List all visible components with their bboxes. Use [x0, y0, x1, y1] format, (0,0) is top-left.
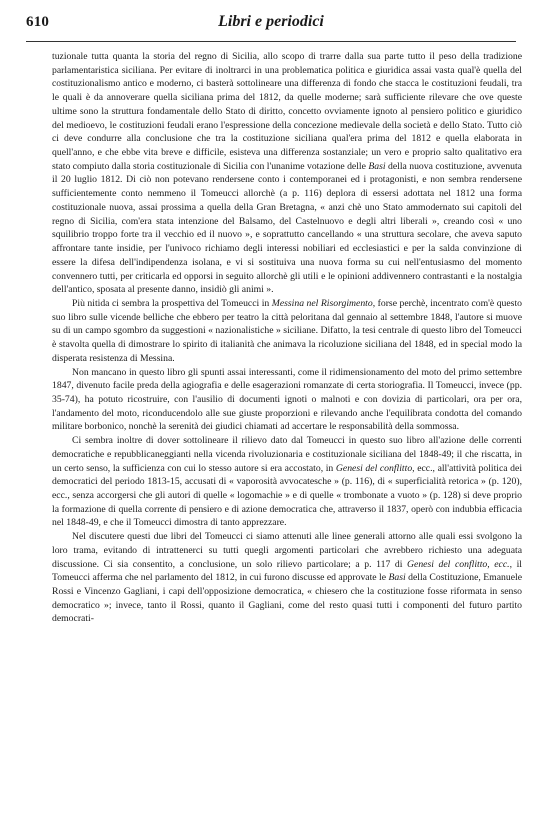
body-text: [52, 50, 522, 626]
paragraph: [52, 434, 522, 530]
italic-title: Genesi del conflitto, ecc.: [407, 558, 510, 570]
text-run: Ci sembra inoltre di dover sottolineare il rilievo dato dal Tomeucci in questo suo libro all'azione delle correnti democratiche e repubblicaneggianti nella vicenda rivoluzionaria e costituzionale siciliana del 1848-49; il che riscatta, in un certo senso, la sufficienza con cui lo stesso autore si era accostato, in: [52, 435, 522, 474]
page-number: 610: [26, 14, 50, 30]
paragraph: [52, 366, 522, 435]
paragraph: [52, 297, 522, 366]
running-head: [26, 12, 516, 34]
paragraph: [52, 530, 522, 626]
italic-title: Basi: [388, 572, 406, 584]
text-run: Più nitida ci sembra la prospettiva del Tomeucci in: [72, 297, 272, 309]
text-run: tuzionale tutta quanta la storia del regno di Sicilia, allo scopo di trarre dalla sua parte tutto il peso della tradizione parlamentaristica siciliana. Per evitare di inoltrarci in una problematica politica e giuridica assai vasta qual'è quella del costituzionalismo antico e moderno, ci basterà sottolineare una differenza di fondo che stacca le costituzioni feudali, tra le quali è da annoverare quella siciliana prima del 1812, da quelle moderne; sarà sufficiente rilevare che ove queste ultime sono la struttura fondamentale dello Stato di diritto, concetto ovviamente ignoto al pensiero politico e giuridico del medioevo, le costituzioni feudali erano l'espressione della concezione medievale della società e dello Stato. Tutto ciò ci deve condurre alla conclusione che tra la costituzione siciliana qual'era prima del 1812 e quella elaborata in quell'anno, e che ebbe vita breve e difficile, esisteva una differenza sostanziale; un vero e proprio salto qualitativo era stato compiuto dalla storia costituzionale di Sicilia con l'unanime votazione delle: [52, 51, 522, 172]
text-run: della nuova costituzione, avvenuta il 20 luglio 1812. Di ciò non potevano rendersene conto i contemporanei ed i protagonisti, e non sembra rendersene sufficientemente conto nemmeno il Tomeucci allorchè (a p. 116) deplora di essersi adottata nel 1812 una forma costituzionale nuova, assai prossima a quella della Gran Bretagna, « anzi chè uno Stato ammodernato sui capitoli del regno di Sicilia, com'era stata intenzione del Balsamo, del Castelnuovo e degli altri liberali », creando così « uno squilibrio troppo forte tra il vecchio ed il nuovo », e soprattutto cancellando « una struttura secolare, che aveva saputo affrontare tante insidie, per l'univoco richiamo degli interessi nobiliari ed ecclesiastici e per la salda convinzione di essere la difesa dell'indipendenza isolana, e vi si sostituiva una nuova forma su cui nell'entusiasmo del momento convennero tutti, per criticarla ed opporsi in seguito allorchè gli utili e le opinioni addivennero contrastanti e la nostalgia dell'antico, sposata al presente danno, insidiò gli animi ».: [52, 160, 522, 296]
text-run: Non mancano in questo libro gli spunti assai interessanti, come il ridimensionamento del moto del primo settembre 1847, divenuto facile preda della agiografia e delle esagerazioni romanzate di certa storiografia. Il Tomeucci, invece (pp. 35-74), ha potuto ricostruire, con l'ausilio di documenti ignoti o malnoti e con dovizia di particolari, ora per ora, l'andamento del moto, riconducendolo alle sue giuste proporzioni e rilevando anche l'equilibrata condotta del comando militare borbonico, nonchè la serenità dei giudici chiamati ad accertare le responsabilità della sommossa.: [52, 366, 522, 433]
paragraph: [52, 50, 522, 297]
italic-title: Messina nel Risorgimento: [271, 297, 373, 309]
italic-title: Genesi del conflitto: [335, 462, 413, 474]
running-title: Libri e periodici: [218, 13, 324, 30]
text-run: della Costituzione, Emanuele Rossi e Vincenzo Gagliani, i capi dell'opposizione democratica, « chiesero che la costituzione fosse riformata in senso democratico »; invece, tanto il Rossi, quanto il Gagliani, come del resto quasi tutti i componenti del futuro partito democrati-: [52, 572, 522, 625]
text-run: , il Tomeucci afferma che nel parlamento del 1812, in cui furono discusse ed approvate le: [52, 558, 522, 584]
header-rule: [26, 41, 516, 42]
text-run: Nel discutere questi due libri del Tomeucci ci siamo attenuti alle linee generali attorno alle quali essi svolgono la loro trama, evitando di intrattenerci su tutti quegli argomenti particolari che avrebbero richiesto una adeguata discussione. Ci sia consentito, a conclusione, un solo rilievo particolare; a p. 117 di: [52, 531, 522, 570]
italic-title: Basi: [368, 160, 386, 172]
text-run: , ecc., all'attività politica dei democratici del periodo 1813-15, accusati di « vaporosità avvocatesche » (p. 116), di « superficialità retorica » (p. 120), ecc., senza accorgersi che gli autori di quelle « logomachie » e di quelle « trombonate a vuoto » (p. 128) si deve proprio la formazione di quella corrente di pensiero e di azione democratica che, attraverso il 1837, operò con indubbia efficacia nel 1848-49, e che il Tomeucci dimostra di tanto apprezzare.: [52, 462, 523, 529]
text-run: , forse perchè, incentrato com'è questo suo libro sulle vicende belliche che ebbero per teatro la città peloritana dal gennaio al settembre 1848, l'autore si muove su di un campo sgombro da suggestioni « nazionalistiche » siciliane. Difatto, la tesi centrale di questo libro del Tomeucci è stavolta quella di dimostrare lo spirito di italianità che animava la ricoluzione siciliana del 1848, ed in special modo la disperata resistenza di Messina.: [52, 297, 522, 364]
